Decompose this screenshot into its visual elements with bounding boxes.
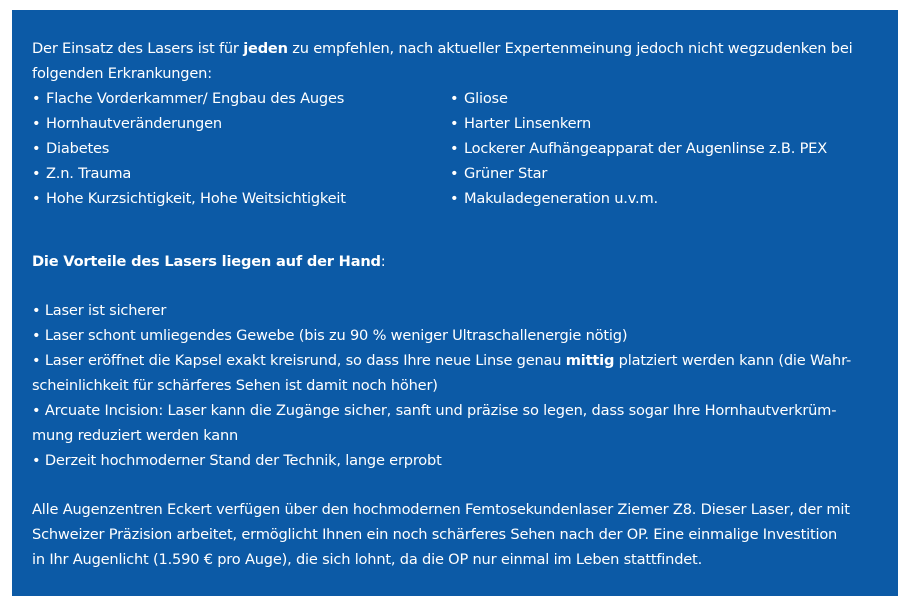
condition-text: Z.n. Trauma: [46, 165, 132, 182]
conditions-list: [32, 86, 878, 211]
intro-text: Der Einsatz des Lasers ist für: [32, 40, 244, 57]
condition-text: Hornhautveränderungen: [46, 115, 222, 132]
advantages-heading-text: Die Vorteile des Lasers liegen auf der Hand: [32, 253, 381, 270]
bullet: •: [32, 165, 41, 182]
bullet: •: [450, 115, 459, 132]
intro-text-cont: zu empfehlen, nach aktueller Expertenmeinung jedoch nicht wegzudenken bei folgenden Erkrankungen:: [32, 40, 853, 82]
closing-line: Alle Augenzentren Eckert verfügen über den hochmodernen Femtosekundenlaser Ziemer Z8. Dieser Laser, der mit: [32, 501, 850, 518]
advantage-item: [32, 348, 878, 373]
condition-item: [450, 186, 870, 211]
condition-item: [450, 161, 870, 186]
advantage-item: • Laser schont umliegendes Gewebe (bis zu 90 % weniger Ultraschallenergie nötig): [32, 327, 628, 344]
bullet: •: [450, 165, 459, 182]
bullet: •: [32, 90, 41, 107]
condition-item: [450, 111, 870, 136]
intro-emphasis: jeden: [243, 40, 288, 57]
condition-text: Grüner Star: [464, 165, 548, 182]
advantage-item: • Arcuate Incision: Laser kann die Zugänge sicher, sanft und präzise so legen, dass sogar Ihre Hornhautverkrüm-: [32, 402, 837, 419]
condition-item: [32, 111, 450, 136]
bullet: •: [450, 90, 459, 107]
advantage-emphasis: mittig: [565, 352, 615, 369]
bullet: •: [32, 140, 41, 157]
condition-text: Gliose: [464, 90, 508, 107]
advantage-text: • Laser eröffnet die Kapsel exakt kreisrund, so dass Ihre neue Linse genau: [32, 352, 566, 369]
condition-text: Makuladegeneration u.v.m.: [464, 190, 658, 207]
bullet: •: [450, 190, 459, 207]
closing-paragraph: [32, 497, 878, 572]
advantages-list: [32, 298, 878, 473]
condition-text: Hohe Kurzsichtigkeit, Hohe Weitsichtigkeit: [46, 190, 346, 207]
advantages-heading: [32, 249, 878, 274]
bullet: •: [32, 115, 41, 132]
intro-paragraph: [32, 36, 878, 86]
closing-line: Schweizer Präzision arbeitet, ermöglicht Ihnen ein noch schärferes Sehen nach der OP. Eine einmalige Investition: [32, 526, 838, 543]
condition-text: Harter Linsenkern: [464, 115, 592, 132]
advantage-text: platziert werden kann (die Wahr-: [614, 352, 852, 369]
advantage-item: • Laser ist sicherer: [32, 302, 167, 319]
advantages-heading-colon: :: [380, 253, 386, 270]
condition-item: [32, 136, 450, 161]
bullet: •: [450, 140, 459, 157]
conditions-left-column: [32, 86, 450, 211]
condition-item: [450, 86, 870, 111]
advantage-item-cont: mung reduziert werden kann: [32, 427, 239, 444]
condition-text: Diabetes: [46, 140, 110, 157]
condition-item: [32, 186, 450, 211]
advantage-item: • Derzeit hochmoderner Stand der Technik, lange erprobt: [32, 452, 442, 469]
condition-item: [32, 86, 450, 111]
condition-item: [450, 136, 870, 161]
closing-line: in Ihr Augenlicht (1.590 € pro Auge), die sich lohnt, da die OP nur einmal im Leben stattfindet.: [32, 551, 703, 568]
condition-text: Flache Vorderkammer/ Engbau des Auges: [46, 90, 345, 107]
bullet: •: [32, 190, 41, 207]
advantage-item-cont: scheinlichkeit für schärferes Sehen ist damit noch höher): [32, 377, 438, 394]
condition-text: Lockerer Aufhängeapparat der Augenlinse z.B. PEX: [464, 140, 827, 157]
condition-item: [32, 161, 450, 186]
conditions-right-column: [450, 86, 870, 211]
content-panel: [12, 10, 898, 596]
